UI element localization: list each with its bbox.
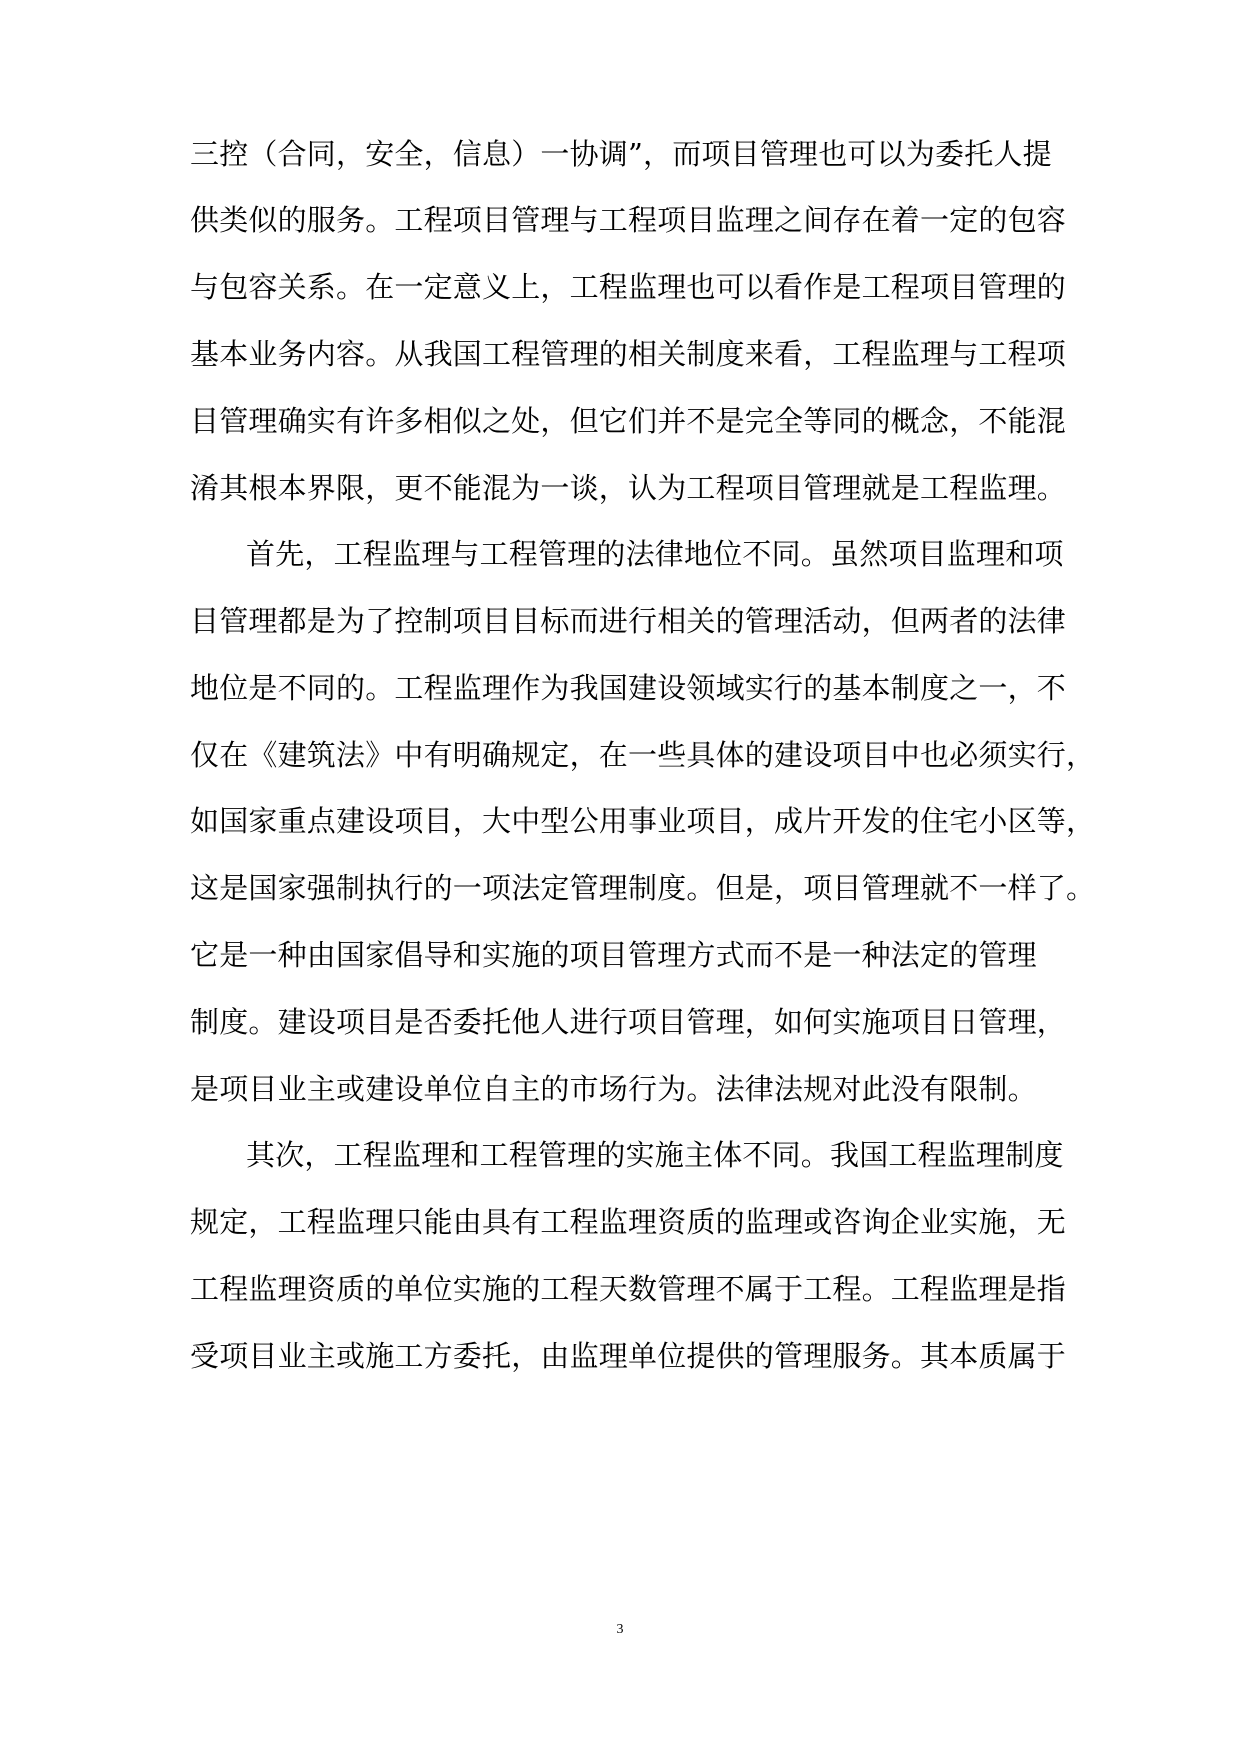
paragraph-first-line: 其次，工程监理和工程管理的实施主体不同。我国工程监理制度 (246, 1138, 1064, 1172)
paragraph-first-line: 首先，工程监理与工程管理的法律地位不同。虽然项目监理和项 (246, 537, 1064, 571)
text-line: 制度。建设项目是否委托他人进行项目管理，如何实施项目日管理， (190, 1005, 1067, 1039)
text-line: 地位是不同的。工程监理作为我国建设领域实行的基本制度之一，不 (190, 671, 1067, 705)
text-line: 与包容关系。在一定意义上，工程监理也可以看作是工程项目管理的 (190, 270, 1067, 304)
text-line: 是项目业主或建设单位自主的市场行为。法律法规对此没有限制。 (190, 1072, 1037, 1106)
text-line: 它是一种由国家倡导和实施的项目管理方式而不是一种法定的管理 (190, 938, 1037, 972)
text-line: 规定，工程监理只能由具有工程监理资质的监理或咨询企业实施，无 (190, 1205, 1067, 1239)
text-line: 如国家重点建设项目，大中型公用事业项目，成片开发的住宅小区等， (190, 804, 1096, 838)
text-line: 基本业务内容。从我国工程管理的相关制度来看，工程监理与工程项 (190, 337, 1067, 371)
text-line: 目管理确实有许多相似之处，但它们并不是完全等同的概念，不能混 (190, 404, 1067, 438)
text-line: 淆其根本界限，更不能混为一谈，认为工程项目管理就是工程监理。 (190, 471, 1067, 505)
text-line: 三控（合同，安全，信息）一协调”，而项目管理也可以为委托人提 (190, 137, 1052, 171)
text-line: 这是国家强制执行的一项法定管理制度。但是，项目管理就不一样了。 (190, 871, 1096, 905)
text-line: 目管理都是为了控制项目目标而进行相关的管理活动，但两者的法律 (190, 604, 1067, 638)
page-number: 3 (616, 1622, 624, 1637)
text-line: 工程监理资质的单位实施的工程天数管理不属于工程。工程监理是指 (190, 1272, 1067, 1306)
text-line: 仅在《建筑法》中有明确规定，在一些具体的建设项目中也必须实行， (190, 738, 1096, 772)
text-line: 受项目业主或施工方委托，由监理单位提供的管理服务。其本质属于 (190, 1339, 1067, 1373)
text-line: 供类似的服务。工程项目管理与工程项目监理之间存在着一定的包容 (190, 203, 1067, 237)
